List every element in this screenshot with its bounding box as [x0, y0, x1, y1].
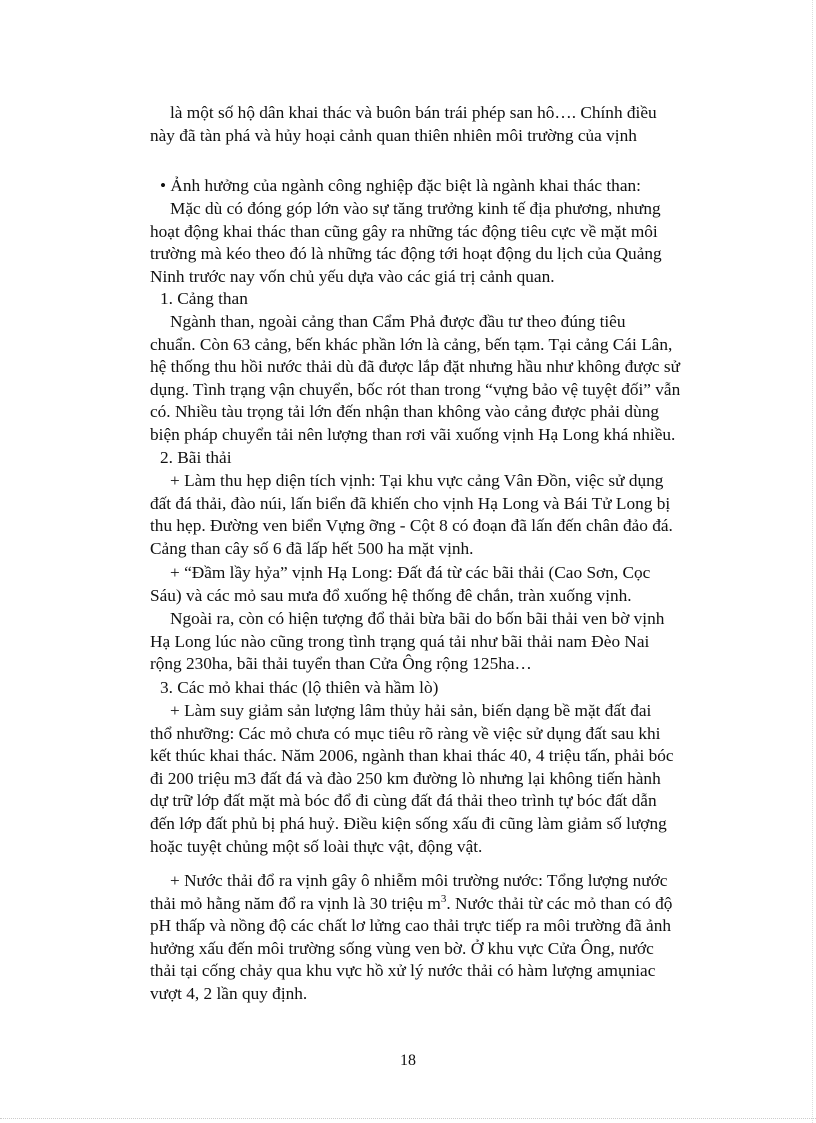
text-line: + Làm suy giảm sản lượng lâm thủy hải sản, biến dạng bề mặt đất đai [170, 701, 652, 720]
text-line: hoặc tuyệt chủng một số loài thực vật, động vật. [150, 836, 483, 856]
paragraph-coal-ports [150, 311, 690, 447]
text-line: hoạt động khai thác than cũng gây ra những tác động tiêu cực về mặt môi [150, 221, 658, 241]
section-heading-1 [160, 288, 700, 311]
text-segment: thải mỏ hằng năm đổ ra vịnh là 30 triệu m [150, 893, 441, 913]
text-line: Mặc dù có đóng góp lớn vào sự tăng trưởng kinh tế địa phương, nhưng [170, 199, 661, 218]
paragraph-coal-impact [150, 198, 690, 288]
text-line: Ninh trước nay vốn chủ yếu dựa vào các giá trị cảnh quan. [150, 266, 555, 286]
text-line: Ngành than, ngoài cảng than Cẩm Phả được đầu tư theo đúng tiêu [170, 312, 626, 331]
text-line [150, 893, 690, 916]
page-number: 18 [400, 1052, 416, 1069]
text-line: dự trữ lớp đất mặt mà bóc đổ đi cùng đất đá thải theo trình tự bóc đất dẫn [150, 791, 657, 811]
paragraph-intro [150, 102, 690, 147]
text-line: thổ nhưỡng: Các mỏ chưa có mục tiêu rõ ràng về việc sử dụng đất sau khi [150, 723, 661, 743]
text-line: thu hẹp. Đường ven biển Vựng ỡng - Cột 8 có đoạn đã lấn đến chân đảo đá. [150, 516, 673, 536]
superscript: 3 [440, 892, 447, 905]
text-line: này đã tàn phá và hủy hoại cảnh quan thiên nhiên môi trường của vịnh [150, 125, 637, 145]
paragraph-dumping [150, 608, 690, 676]
text-line: vượt 4, 2 lần quy định. [150, 983, 308, 1003]
paragraph-wastewater [150, 870, 690, 1006]
text-line: có. Nhiều tàu trọng tải lớn đến nhận than không vào cảng được phải dùng [150, 402, 659, 422]
text-line: đến lớp đất phủ bị phá huỷ. Điều kiện sống xấu đi cũng làm giảm số lượng [150, 813, 667, 833]
text-line: Hạ Long lúc nào cũng trong tình trạng quá tải như bãi thải nam Đèo Nai [150, 631, 650, 651]
text-line: rộng 230ha, bãi thải tuyển than Cửa Ông rộng 125ha… [150, 654, 532, 674]
text-line: đi 200 triệu m3 đất đá và đào 250 km đường lò nhưng lại không tiến hành [150, 768, 661, 788]
text-line: chuẩn. Còn 63 cảng, bến khác phần lớn là cảng, bến tạm. Tại cảng Cái Lân, [150, 334, 673, 354]
right-rule [812, 0, 813, 1123]
text-line: thải tại cống chảy qua khu vực hồ xử lý nước thải có hàm lượng amụniac [150, 961, 656, 981]
text-line: đất đá thải, đào núi, lấn biển đã khiến cho vịnh Hạ Long và Bái Tử Long bị [150, 493, 671, 513]
text-line: + “Đầm lầy hỷa” vịnh Hạ Long: Đất đá từ các bãi thải (Cao Sơn, Cọc [170, 563, 651, 582]
text-line: là một số hộ dân khai thác và buôn bán trái phép san hô…. Chính điều [170, 103, 657, 122]
bullet-line: • Ảnh hưởng của ngành công nghiệp đặc biệt là ngành khai thác than: [160, 176, 641, 195]
heading-text: 2. Bãi thải [160, 448, 232, 467]
text-line: hệ thống thu hồi nước thải dù đã được lắp đặt nhưng hầu như không được sử [150, 357, 680, 377]
text-line: + Làm thu hẹp diện tích vịnh: Tại khu vực cảng Vân Đồn, việc sử dụng [170, 471, 664, 490]
text-line: pH thấp và nồng độ các chất lơ lửng cao thải trực tiếp ra môi trường đã ảnh [150, 916, 671, 936]
text-line: Sáu) và các mỏ sau mưa đổ xuống hệ thống đê chắn, tràn xuống vịnh. [150, 585, 632, 605]
section-heading-3 [160, 677, 700, 700]
text-line: Cảng than cây số 6 đã lấp hết 500 ha mặt vịnh. [150, 538, 474, 558]
bullet-heading [160, 175, 700, 198]
section-heading-2 [160, 447, 700, 470]
footer-rule [0, 1118, 816, 1119]
text-line: kết thúc khai thác. Năm 2006, ngành than khai thác 40, 4 triệu tấn, phải bóc [150, 746, 674, 766]
text-line: biện pháp chuyển tải nên lượng than rơi vãi xuống vịnh Hạ Long khá nhiều. [150, 424, 676, 444]
text-line: hưởng xấu đến môi trường sống vùng ven bờ. Ở khu vực Cửa Ông, nước [150, 938, 654, 958]
text-line: trường mà kéo theo đó là những tác động tới hoạt động du lịch của Quảng [150, 244, 662, 264]
text-line: dụng. Tình trạng vận chuyển, bốc rót than trong “vựng bảo vệ tuyệt đối” vẫn [150, 379, 681, 399]
text-line: + Nước thải đổ ra vịnh gây ô nhiễm môi trường nước: Tổng lượng nước [170, 871, 668, 890]
text-line: Ngoài ra, còn có hiện tượng đổ thải bừa bãi do bốn bãi thải ven bờ vịnh [170, 609, 665, 628]
heading-text: 3. Các mỏ khai thác (lộ thiên và hầm lò) [160, 678, 439, 697]
paragraph-swamp [150, 562, 690, 607]
paragraph-narrowing [150, 470, 690, 560]
paragraph-mines [150, 700, 690, 858]
heading-text: 1. Cảng than [160, 289, 248, 308]
text-segment: . Nước thải từ các mỏ than có độ [446, 893, 673, 913]
